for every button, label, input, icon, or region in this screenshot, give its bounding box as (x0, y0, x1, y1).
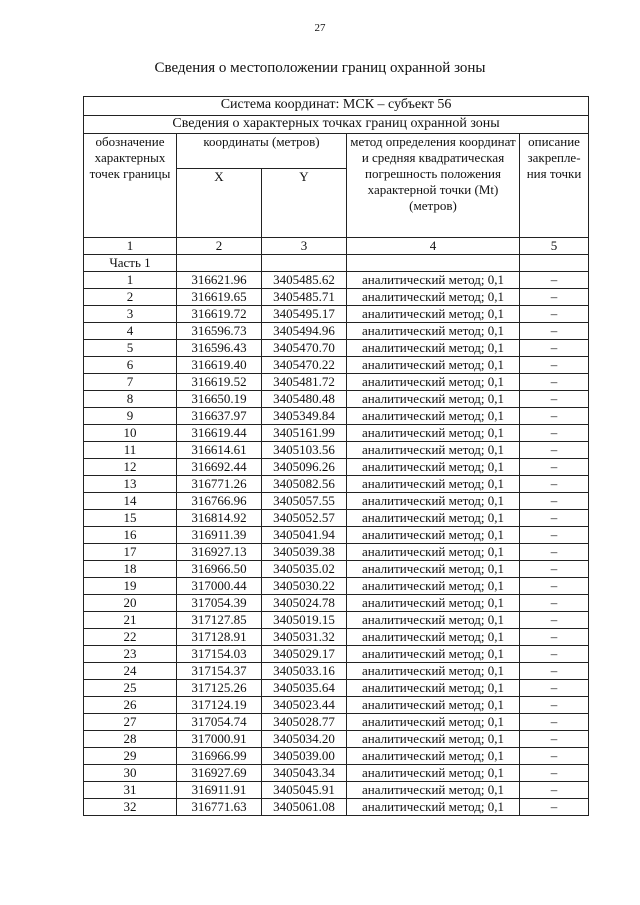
method: аналитический метод; 0,1 (347, 323, 520, 340)
table-row (84, 323, 589, 340)
coordinate-y: 3405041.94 (262, 527, 347, 544)
coordinate-x: 316621.96 (177, 272, 262, 289)
page-number: 27 (314, 22, 326, 34)
table-row (84, 374, 589, 391)
point-number: 10 (84, 425, 177, 442)
table-row (84, 357, 589, 374)
coordinate-y: 3405031.32 (262, 629, 347, 646)
table-row (84, 442, 589, 459)
coordinate-x: 316619.40 (177, 357, 262, 374)
coordinate-y: 3405057.55 (262, 493, 347, 510)
point-number: 15 (84, 510, 177, 527)
point-number: 31 (84, 782, 177, 799)
method: аналитический метод; 0,1 (347, 782, 520, 799)
coordinate-x: 316966.50 (177, 561, 262, 578)
coordinate-x: 316637.97 (177, 408, 262, 425)
header-y: Y (262, 169, 347, 238)
coordinate-x: 316766.96 (177, 493, 262, 510)
coordinate-x: 316966.99 (177, 748, 262, 765)
coordinate-x: 316619.52 (177, 374, 262, 391)
coordinate-y: 3405030.22 (262, 578, 347, 595)
header-method: метод определения координат и средняя квадратическая погрешность положения характерной точки (Mt) (метров) (347, 134, 520, 238)
point-number: 3 (84, 306, 177, 323)
table-row (84, 459, 589, 476)
coordinate-y: 3405470.22 (262, 357, 347, 374)
table-row (84, 782, 589, 799)
method: аналитический метод; 0,1 (347, 340, 520, 357)
coordinate-y: 3405045.91 (262, 782, 347, 799)
coordinate-x: 317154.37 (177, 663, 262, 680)
method: аналитический метод; 0,1 (347, 442, 520, 459)
method: аналитический метод; 0,1 (347, 578, 520, 595)
point-description: – (520, 646, 589, 663)
method: аналитический метод; 0,1 (347, 272, 520, 289)
point-number: 28 (84, 731, 177, 748)
point-description: – (520, 459, 589, 476)
table-row (84, 425, 589, 442)
point-description: – (520, 442, 589, 459)
table-row (84, 799, 589, 816)
point-description: – (520, 476, 589, 493)
coordinate-x: 316619.65 (177, 289, 262, 306)
method: аналитический метод; 0,1 (347, 306, 520, 323)
coordinate-x: 316596.43 (177, 340, 262, 357)
coordinate-x: 317127.85 (177, 612, 262, 629)
coordinate-x: 316650.19 (177, 391, 262, 408)
coordinate-y: 3405161.99 (262, 425, 347, 442)
point-number: 17 (84, 544, 177, 561)
point-description: – (520, 306, 589, 323)
header-description: описание закрепле-ния точки (520, 134, 589, 238)
coordinate-y: 3405035.02 (262, 561, 347, 578)
coordinate-y: 3405035.64 (262, 680, 347, 697)
coordinate-x: 317000.91 (177, 731, 262, 748)
coordinate-y: 3405024.78 (262, 595, 347, 612)
point-number: 32 (84, 799, 177, 816)
coordinate-x: 317054.39 (177, 595, 262, 612)
coordinates-table (83, 96, 589, 816)
coordinate-y: 3405470.70 (262, 340, 347, 357)
coordinate-y: 3405029.17 (262, 646, 347, 663)
point-description: – (520, 510, 589, 527)
point-number: 19 (84, 578, 177, 595)
table-row (84, 340, 589, 357)
coordinate-x: 316619.44 (177, 425, 262, 442)
table-row (84, 646, 589, 663)
coordinate-x: 316692.44 (177, 459, 262, 476)
method: аналитический метод; 0,1 (347, 561, 520, 578)
table-row (84, 578, 589, 595)
table-row (84, 561, 589, 578)
coordinate-y: 3405480.48 (262, 391, 347, 408)
point-description: – (520, 748, 589, 765)
coordinate-x: 316614.61 (177, 442, 262, 459)
coordinate-y: 3405485.71 (262, 289, 347, 306)
point-number: 29 (84, 748, 177, 765)
point-description: – (520, 714, 589, 731)
point-number: 8 (84, 391, 177, 408)
coordinate-y: 3405082.56 (262, 476, 347, 493)
point-number: 16 (84, 527, 177, 544)
point-number: 7 (84, 374, 177, 391)
point-description: – (520, 680, 589, 697)
header-point-designation: обозначение характерных точек границы (84, 134, 177, 238)
point-description: – (520, 323, 589, 340)
method: аналитический метод; 0,1 (347, 357, 520, 374)
column-number: 1 (84, 238, 177, 255)
method: аналитический метод; 0,1 (347, 510, 520, 527)
coordinate-x: 316771.26 (177, 476, 262, 493)
table-row (84, 289, 589, 306)
point-number: 25 (84, 680, 177, 697)
point-description: – (520, 391, 589, 408)
point-description: – (520, 578, 589, 595)
method: аналитический метод; 0,1 (347, 391, 520, 408)
coordinate-y: 3405052.57 (262, 510, 347, 527)
column-number: 5 (520, 238, 589, 255)
coordinate-x: 317154.03 (177, 646, 262, 663)
point-number: 6 (84, 357, 177, 374)
method: аналитический метод; 0,1 (347, 527, 520, 544)
method: аналитический метод; 0,1 (347, 459, 520, 476)
point-description: – (520, 782, 589, 799)
table-row (84, 680, 589, 697)
coordinate-x: 317124.19 (177, 697, 262, 714)
point-number: 14 (84, 493, 177, 510)
table-row (84, 748, 589, 765)
method: аналитический метод; 0,1 (347, 408, 520, 425)
table-row (84, 697, 589, 714)
coordinate-x: 316619.72 (177, 306, 262, 323)
coordinate-x: 316814.92 (177, 510, 262, 527)
coordinate-y: 3405481.72 (262, 374, 347, 391)
coordinate-y: 3405494.96 (262, 323, 347, 340)
point-description: – (520, 561, 589, 578)
coordinate-y: 3405061.08 (262, 799, 347, 816)
point-description: – (520, 595, 589, 612)
table-row (84, 765, 589, 782)
point-number: 5 (84, 340, 177, 357)
point-description: – (520, 629, 589, 646)
coordinate-y: 3405039.38 (262, 544, 347, 561)
table-row (84, 731, 589, 748)
coordinate-x: 317128.91 (177, 629, 262, 646)
point-description: – (520, 697, 589, 714)
point-description: – (520, 731, 589, 748)
method: аналитический метод; 0,1 (347, 425, 520, 442)
table-row (84, 476, 589, 493)
column-number: 4 (347, 238, 520, 255)
point-number: 1 (84, 272, 177, 289)
point-number: 12 (84, 459, 177, 476)
point-number: 4 (84, 323, 177, 340)
table-row (84, 663, 589, 680)
point-number: 24 (84, 663, 177, 680)
table-row (84, 527, 589, 544)
coordinate-y: 3405043.34 (262, 765, 347, 782)
coordinate-x: 316911.91 (177, 782, 262, 799)
table-caption: Сведения о характерных точках границ охранной зоны (84, 116, 589, 134)
coordinate-y: 3405028.77 (262, 714, 347, 731)
point-number: 26 (84, 697, 177, 714)
method: аналитический метод; 0,1 (347, 714, 520, 731)
point-number: 23 (84, 646, 177, 663)
part-label: Часть 1 (84, 255, 177, 272)
column-number: 3 (262, 238, 347, 255)
coordinate-x: 317054.74 (177, 714, 262, 731)
table-row (84, 306, 589, 323)
coordinate-y: 3405349.84 (262, 408, 347, 425)
document-title: Сведения о местоположении границ охранной зоны (154, 60, 486, 76)
method: аналитический метод; 0,1 (347, 799, 520, 816)
point-number: 21 (84, 612, 177, 629)
coordinate-y: 3405039.00 (262, 748, 347, 765)
coordinate-y: 3405034.20 (262, 731, 347, 748)
column-number: 2 (177, 238, 262, 255)
table-row (84, 408, 589, 425)
point-number: 27 (84, 714, 177, 731)
point-number: 9 (84, 408, 177, 425)
method: аналитический метод; 0,1 (347, 748, 520, 765)
point-description: – (520, 612, 589, 629)
method: аналитический метод; 0,1 (347, 697, 520, 714)
method: аналитический метод; 0,1 (347, 493, 520, 510)
coordinate-x: 316771.63 (177, 799, 262, 816)
header-x: X (177, 169, 262, 238)
table-row (84, 612, 589, 629)
point-description: – (520, 408, 589, 425)
coordinate-y: 3405023.44 (262, 697, 347, 714)
point-description: – (520, 663, 589, 680)
method: аналитический метод; 0,1 (347, 629, 520, 646)
coordinate-x: 316927.13 (177, 544, 262, 561)
method: аналитический метод; 0,1 (347, 374, 520, 391)
table-row (84, 272, 589, 289)
method: аналитический метод; 0,1 (347, 765, 520, 782)
coordinate-y: 3405485.62 (262, 272, 347, 289)
point-description: – (520, 272, 589, 289)
point-description: – (520, 799, 589, 816)
coordinate-x: 317125.26 (177, 680, 262, 697)
table-row (84, 391, 589, 408)
method: аналитический метод; 0,1 (347, 731, 520, 748)
header-coordinates: координаты (метров) (177, 134, 347, 169)
table-row (84, 544, 589, 561)
part-row (84, 255, 589, 272)
table-row (84, 493, 589, 510)
table-row (84, 595, 589, 612)
method: аналитический метод; 0,1 (347, 544, 520, 561)
point-description: – (520, 544, 589, 561)
point-number: 30 (84, 765, 177, 782)
point-number: 11 (84, 442, 177, 459)
point-number: 18 (84, 561, 177, 578)
column-numbers-row (84, 238, 589, 255)
coordinate-x: 316596.73 (177, 323, 262, 340)
table-row (84, 714, 589, 731)
point-number: 2 (84, 289, 177, 306)
table-row (84, 510, 589, 527)
point-description: – (520, 493, 589, 510)
method: аналитический метод; 0,1 (347, 646, 520, 663)
point-description: – (520, 425, 589, 442)
point-number: 20 (84, 595, 177, 612)
point-description: – (520, 765, 589, 782)
method: аналитический метод; 0,1 (347, 663, 520, 680)
coordinate-y: 3405103.56 (262, 442, 347, 459)
point-description: – (520, 374, 589, 391)
point-description: – (520, 289, 589, 306)
coordinate-x: 316927.69 (177, 765, 262, 782)
point-description: – (520, 357, 589, 374)
method: аналитический метод; 0,1 (347, 612, 520, 629)
point-number: 22 (84, 629, 177, 646)
point-number: 13 (84, 476, 177, 493)
coordinate-y: 3405495.17 (262, 306, 347, 323)
method: аналитический метод; 0,1 (347, 680, 520, 697)
method: аналитический метод; 0,1 (347, 289, 520, 306)
coordinate-y: 3405096.26 (262, 459, 347, 476)
method: аналитический метод; 0,1 (347, 476, 520, 493)
method: аналитический метод; 0,1 (347, 595, 520, 612)
coordinate-y: 3405019.15 (262, 612, 347, 629)
table-row (84, 629, 589, 646)
coordinate-x: 317000.44 (177, 578, 262, 595)
coordinate-system-label: Система координат: МСК – субъект 56 (84, 97, 589, 116)
coordinate-y: 3405033.16 (262, 663, 347, 680)
point-description: – (520, 527, 589, 544)
coordinate-x: 316911.39 (177, 527, 262, 544)
point-description: – (520, 340, 589, 357)
